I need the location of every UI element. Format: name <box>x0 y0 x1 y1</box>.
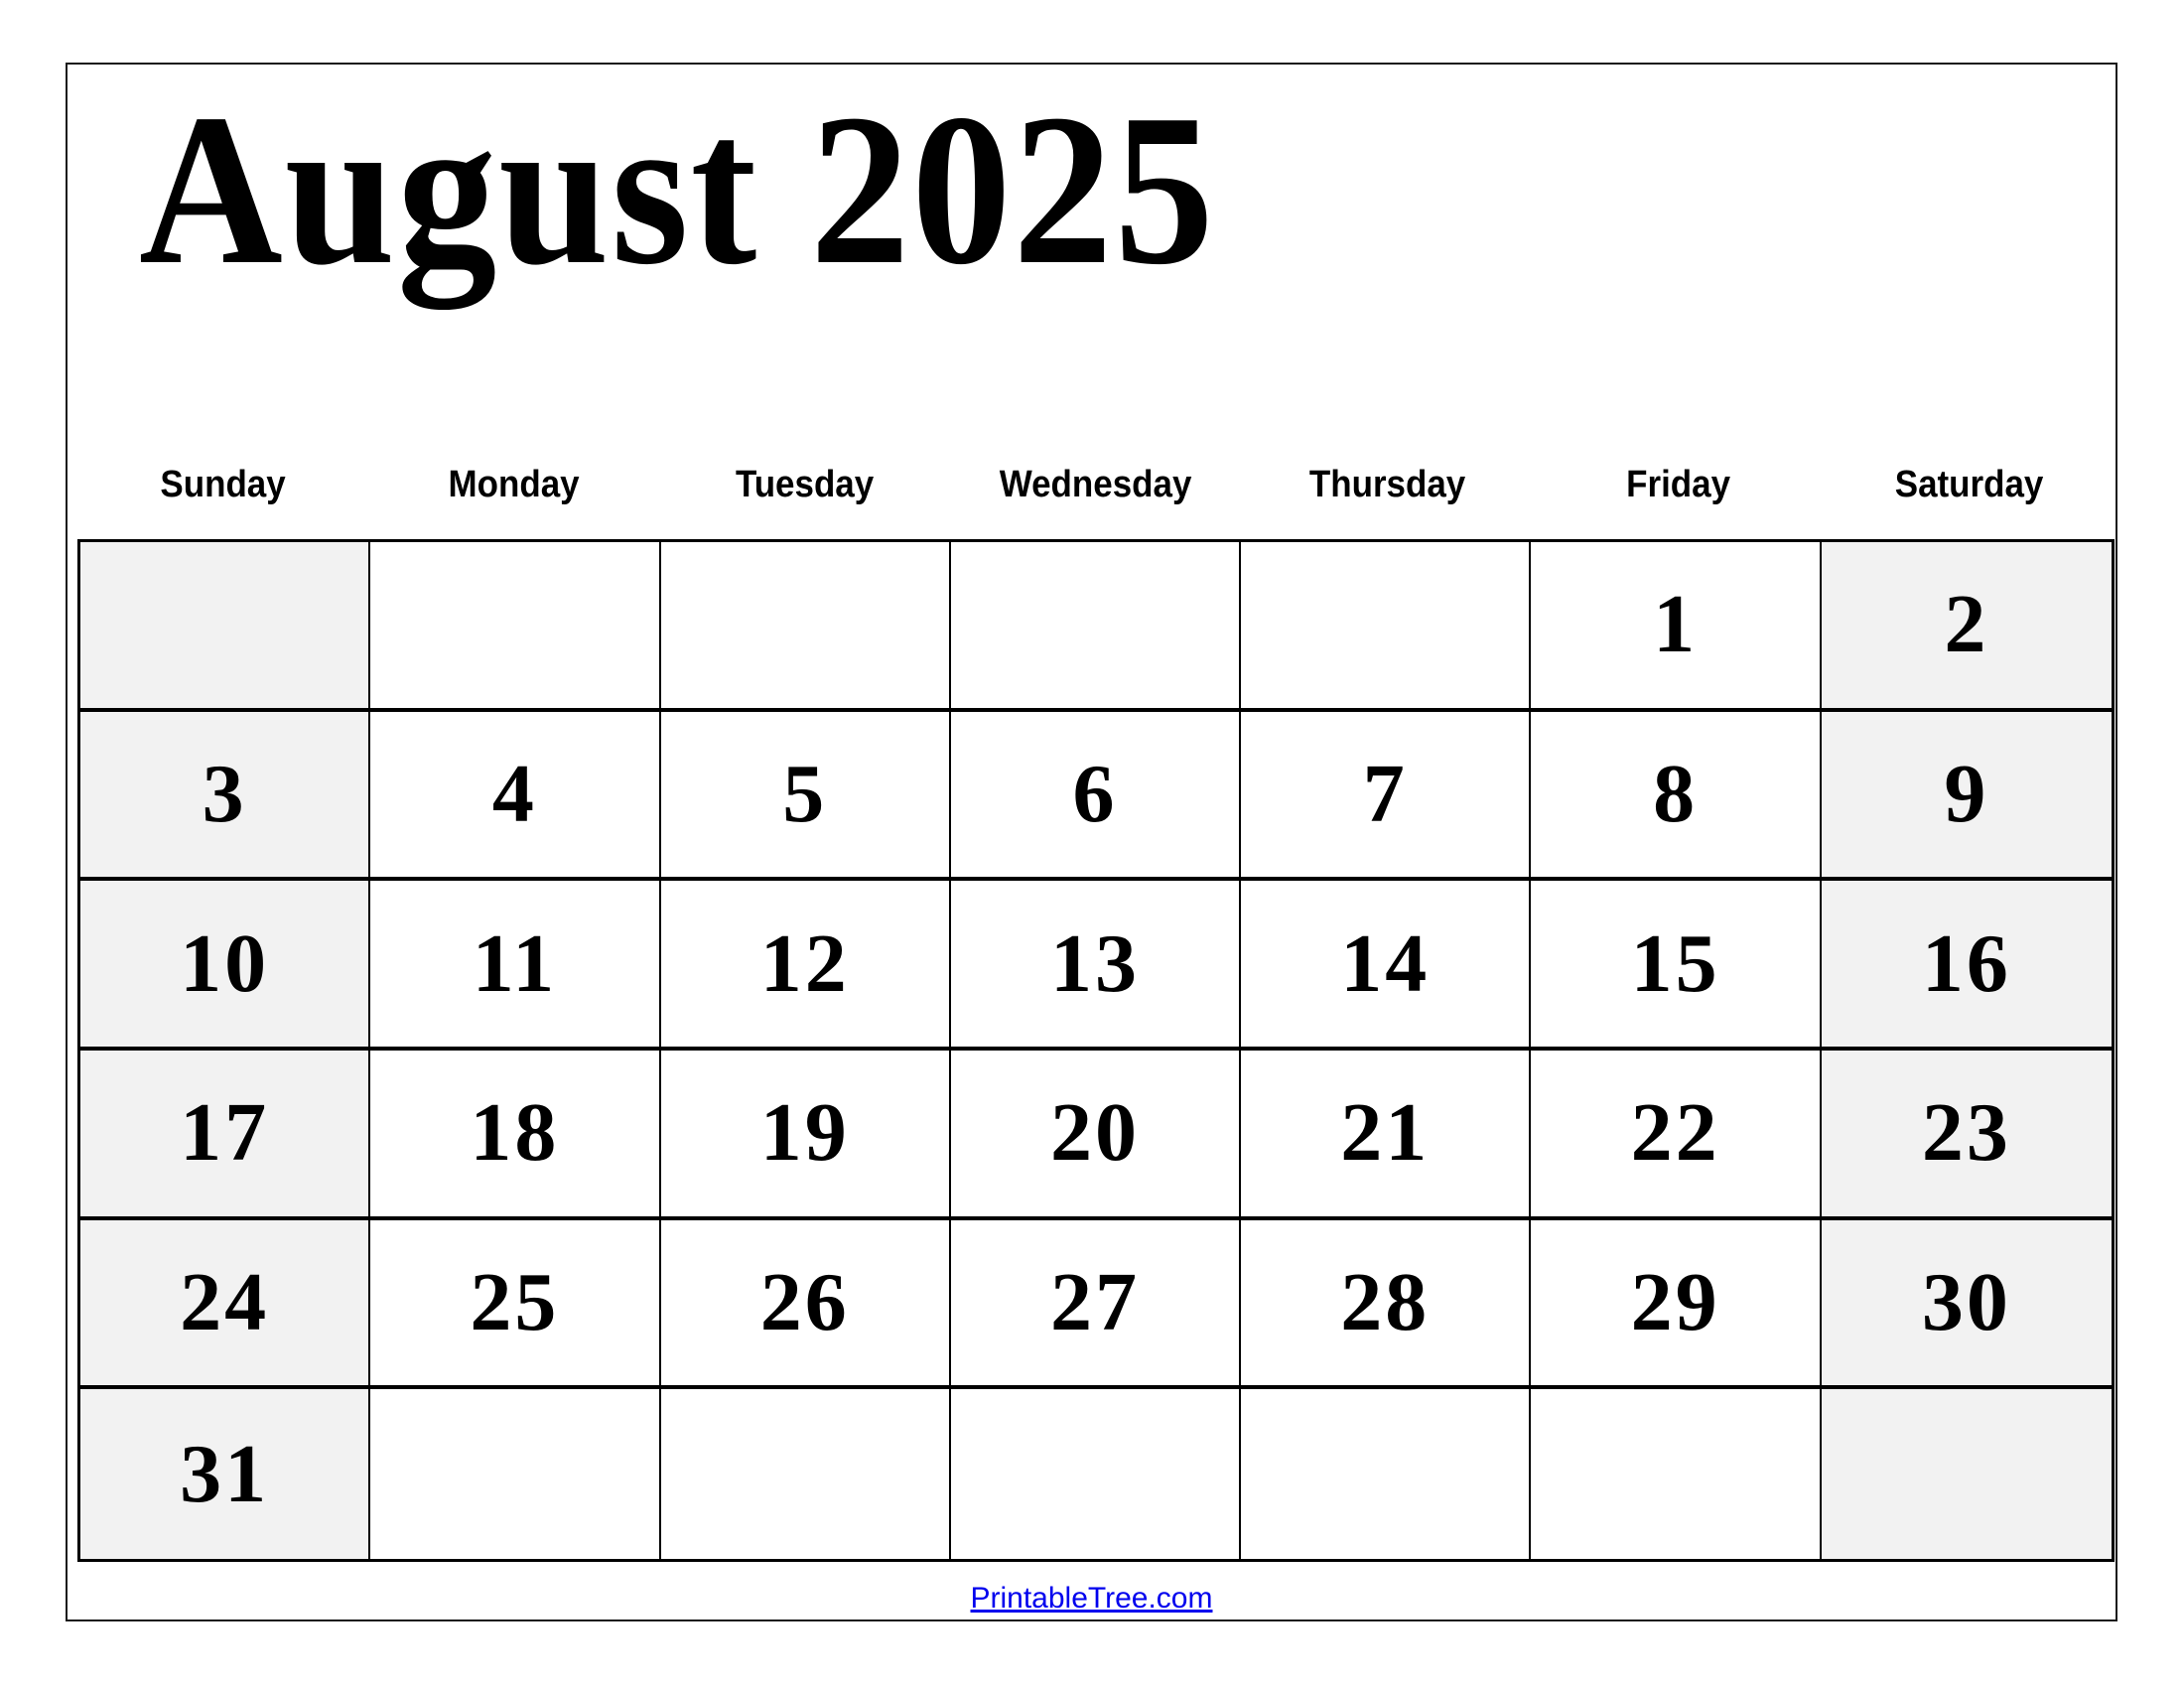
weekday-header-monday: Monday <box>448 463 580 505</box>
day-cell-5 <box>661 712 951 882</box>
day-cell-1 <box>1531 542 1821 712</box>
day-cell-empty <box>1241 542 1531 712</box>
day-cell-7 <box>1241 712 1531 882</box>
day-number: 23 <box>1921 1086 2011 1180</box>
day-number: 18 <box>470 1086 560 1180</box>
day-cell-17 <box>80 1051 370 1220</box>
day-number: 3 <box>202 747 247 840</box>
day-cell-empty <box>1822 1389 2112 1559</box>
day-cell-22 <box>1531 1051 1821 1220</box>
day-cell-20 <box>951 1051 1241 1220</box>
day-number: 26 <box>759 1255 850 1348</box>
day-cell-empty <box>661 542 951 712</box>
day-cell-28 <box>1241 1220 1531 1390</box>
day-number: 1 <box>1653 578 1699 671</box>
day-cell-10 <box>80 881 370 1051</box>
day-number: 8 <box>1653 747 1699 840</box>
day-number: 2 <box>1944 578 1989 671</box>
day-cell-empty <box>1531 1389 1821 1559</box>
day-cell-27 <box>951 1220 1241 1390</box>
day-cell-23 <box>1822 1051 2112 1220</box>
day-cell-19 <box>661 1051 951 1220</box>
day-cell-empty <box>370 542 660 712</box>
day-cell-empty <box>951 1389 1241 1559</box>
day-number: 21 <box>1340 1086 1431 1180</box>
day-number: 14 <box>1340 916 1431 1010</box>
day-number: 31 <box>180 1427 270 1520</box>
day-cell-18 <box>370 1051 660 1220</box>
day-cell-31 <box>80 1389 370 1559</box>
calendar-title: August 2025 <box>139 70 1216 310</box>
weekday-header-row <box>77 454 2115 515</box>
day-cell-empty <box>370 1389 660 1559</box>
day-cell-14 <box>1241 881 1531 1051</box>
weekday-header-friday: Friday <box>1625 463 1730 505</box>
day-number: 19 <box>759 1086 850 1180</box>
day-number: 30 <box>1921 1255 2011 1348</box>
day-cell-15 <box>1531 881 1821 1051</box>
day-cell-11 <box>370 881 660 1051</box>
day-cell-21 <box>1241 1051 1531 1220</box>
day-number: 15 <box>1630 916 1720 1010</box>
day-number: 6 <box>1072 747 1118 840</box>
day-number: 27 <box>1049 1255 1140 1348</box>
calendar-grid <box>77 539 2115 1562</box>
day-cell-empty <box>661 1389 951 1559</box>
day-number: 4 <box>491 747 537 840</box>
printabletree-link[interactable]: PrintableTree.com <box>970 1582 1213 1615</box>
weekday-header-saturday: Saturday <box>1894 463 2044 505</box>
footer <box>68 1582 2116 1616</box>
weekday-header-tuesday: Tuesday <box>736 463 875 505</box>
day-cell-30 <box>1822 1220 2112 1390</box>
day-number: 28 <box>1340 1255 1431 1348</box>
weekday-header-wednesday: Wednesday <box>1000 463 1192 505</box>
day-cell-2 <box>1822 542 2112 712</box>
day-cell-8 <box>1531 712 1821 882</box>
day-cell-12 <box>661 881 951 1051</box>
day-number: 5 <box>782 747 828 840</box>
day-number: 17 <box>180 1086 270 1180</box>
day-number: 24 <box>180 1255 270 1348</box>
day-number: 12 <box>759 916 850 1010</box>
day-cell-3 <box>80 712 370 882</box>
day-cell-24 <box>80 1220 370 1390</box>
day-cell-16 <box>1822 881 2112 1051</box>
day-number: 16 <box>1921 916 2011 1010</box>
day-cell-empty <box>951 542 1241 712</box>
day-cell-25 <box>370 1220 660 1390</box>
day-number: 13 <box>1049 916 1140 1010</box>
day-cell-9 <box>1822 712 2112 882</box>
day-cell-13 <box>951 881 1241 1051</box>
day-cell-6 <box>951 712 1241 882</box>
day-number: 9 <box>1944 747 1989 840</box>
day-cell-empty <box>80 542 370 712</box>
day-cell-empty <box>1241 1389 1531 1559</box>
day-number: 7 <box>1362 747 1408 840</box>
day-number: 20 <box>1049 1086 1140 1180</box>
calendar-page-frame <box>66 63 2117 1621</box>
day-number: 10 <box>180 916 270 1010</box>
day-number: 25 <box>470 1255 560 1348</box>
weekday-header-sunday: Sunday <box>160 463 286 505</box>
day-number: 11 <box>472 916 558 1010</box>
day-cell-29 <box>1531 1220 1821 1390</box>
day-cell-26 <box>661 1220 951 1390</box>
day-number: 29 <box>1630 1255 1720 1348</box>
day-number: 22 <box>1630 1086 1720 1180</box>
day-cell-4 <box>370 712 660 882</box>
weekday-header-thursday: Thursday <box>1308 463 1465 505</box>
